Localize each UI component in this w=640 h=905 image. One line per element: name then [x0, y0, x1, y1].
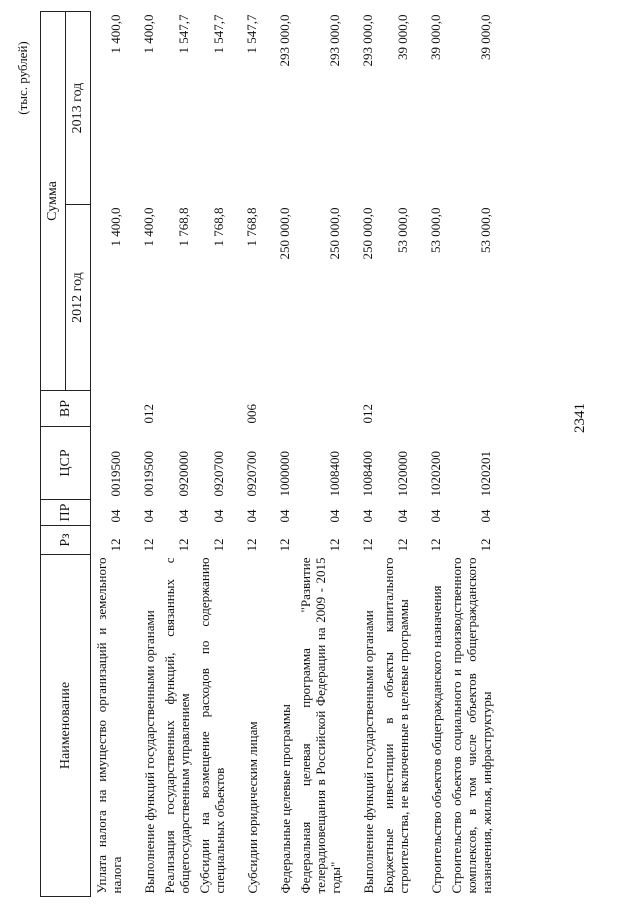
units-label: (тыс. рублей)	[15, 41, 30, 115]
row-csr: 0920700	[211, 451, 226, 497]
row-sum-2012: 53 000,0	[395, 207, 410, 253]
table-row	[126, 12, 159, 897]
row-rz: 12	[395, 538, 410, 552]
table-row	[413, 12, 446, 897]
header-sum: Сумма	[41, 12, 66, 391]
row-pr: 04	[244, 509, 259, 523]
row-pr: 04	[277, 509, 292, 523]
row-sum-2013: 293 000,0	[277, 14, 292, 67]
table-row	[194, 12, 229, 897]
row-pr: 04	[141, 509, 156, 523]
header-name: Наименование	[41, 555, 91, 897]
row-name: Субсидии на возмещение расходов по содержанию специальных объектов	[197, 557, 227, 894]
row-pr: 04	[108, 509, 123, 523]
row-csr: 1020201	[478, 451, 493, 497]
row-vr	[194, 391, 229, 427]
row-vr	[91, 391, 127, 427]
header-pr: ПР	[41, 500, 91, 526]
row-csr: 1000000	[277, 451, 292, 497]
row-name: Выполнение функций государственными органами	[361, 610, 376, 894]
row-csr: 0019500	[108, 451, 123, 497]
row-pr: 04	[395, 509, 410, 523]
table-row	[91, 12, 127, 897]
row-sum-2012: 250 000,0	[360, 207, 375, 260]
row-vr	[446, 391, 496, 427]
row-sum-2012: 250 000,0	[327, 207, 342, 260]
table-row	[345, 12, 378, 897]
header-vr: ВР	[41, 391, 91, 427]
row-name: Реализация государственных функций, связанных с общегосударственным управлением	[162, 557, 192, 894]
row-name: Федеральные целевые программы	[278, 704, 293, 894]
row-sum-2013: 39 000,0	[478, 14, 493, 60]
row-csr: 0019500	[141, 451, 156, 497]
row-sum-2013: 1 547,7	[244, 14, 259, 54]
row-sum-2012: 1 400,0	[141, 207, 156, 247]
row-sum-2012: 1 768,8	[211, 207, 226, 247]
row-vr: 006	[244, 404, 259, 424]
row-rz: 12	[141, 538, 156, 552]
row-sum-2013: 1 400,0	[108, 14, 123, 54]
row-pr: 04	[428, 509, 443, 523]
row-sum-2013: 39 000,0	[428, 14, 443, 60]
table-row	[378, 12, 413, 897]
row-name: Уплата налога на имущество организаций и земельного налога	[94, 557, 124, 894]
row-vr	[262, 391, 295, 427]
row-csr: 1008400	[360, 451, 375, 497]
row-pr: 04	[360, 509, 375, 523]
row-pr: 04	[478, 509, 493, 523]
table-row	[295, 12, 345, 897]
row-sum-2012: 1 400,0	[108, 207, 123, 247]
row-sum-2012: 53 000,0	[428, 207, 443, 253]
row-sum-2013: 293 000,0	[360, 14, 375, 67]
row-rz: 12	[211, 538, 226, 552]
row-vr	[413, 391, 446, 427]
row-pr: 04	[211, 509, 226, 523]
budget-table	[40, 11, 496, 897]
row-rz: 12	[277, 538, 292, 552]
row-sum-2012: 53 000,0	[478, 207, 493, 253]
row-csr: 1020200	[428, 451, 443, 497]
row-sum-2013: 1 547,7	[176, 14, 191, 54]
header-csr: ЦСР	[41, 427, 91, 500]
row-rz: 12	[176, 538, 191, 552]
row-sum-2013: 293 000,0	[327, 14, 342, 67]
row-rz: 12	[327, 538, 342, 552]
row-name: Строительство объектов общегражданского назначения	[429, 585, 444, 894]
row-sum-2013: 39 000,0	[395, 14, 410, 60]
row-rz: 12	[360, 538, 375, 552]
row-name: Строительство объектов социального и производственного комплексов, в том числе объектов общегражданского назначения, жилья, инфраструктуры	[449, 557, 494, 894]
row-csr: 0920000	[176, 451, 191, 497]
row-vr: 012	[360, 404, 375, 424]
header-2013: 2013 год	[66, 12, 91, 205]
row-vr	[295, 391, 345, 427]
row-vr	[159, 391, 194, 427]
row-pr: 04	[327, 509, 342, 523]
row-rz: 12	[478, 538, 493, 552]
row-rz: 12	[428, 538, 443, 552]
row-vr: 012	[141, 404, 156, 424]
row-name: Федеральная целевая программа "Развитие телерадиовещания в Российской Федерации на 2009 - 2015 годы"	[298, 557, 343, 894]
header-2012: 2012 год	[66, 205, 91, 391]
table-row	[229, 12, 262, 897]
row-sum-2013: 1 400,0	[141, 14, 156, 54]
row-csr: 1008400	[327, 451, 342, 497]
table-row	[262, 12, 295, 897]
row-sum-2012: 1 768,8	[176, 207, 191, 247]
row-csr: 0920700	[244, 451, 259, 497]
row-rz: 12	[108, 538, 123, 552]
row-name: Субсидии юридическим лицам	[245, 721, 260, 894]
table-row	[159, 12, 194, 897]
row-sum-2012: 250 000,0	[277, 207, 292, 260]
row-sum-2013: 1 547,7	[211, 14, 226, 54]
row-name: Выполнение функций государственными органами	[142, 610, 157, 894]
row-pr: 04	[176, 509, 191, 523]
header-rz: Рз	[41, 526, 91, 555]
row-name: Бюджетные инвестиции в объекты капитального строительства, не включенные в целевые программы	[381, 557, 411, 894]
table-row	[446, 12, 496, 897]
page-number: 2341	[572, 403, 588, 433]
row-rz: 12	[244, 538, 259, 552]
row-sum-2012: 1 768,8	[244, 207, 259, 247]
row-vr	[378, 391, 413, 427]
row-csr: 1020000	[395, 451, 410, 497]
